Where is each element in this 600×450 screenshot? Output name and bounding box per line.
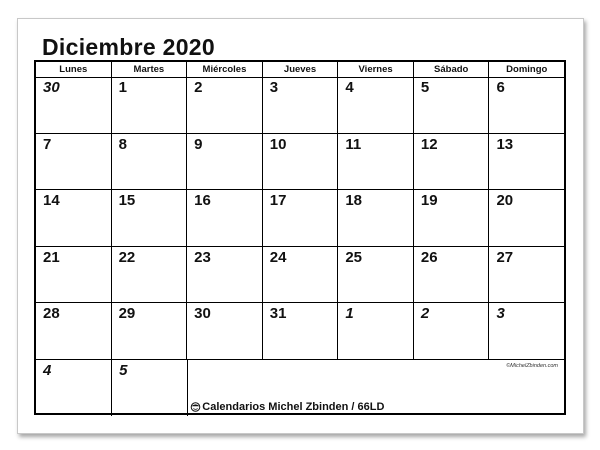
day-number: 12 (420, 135, 438, 153)
day-number: 18 (345, 192, 362, 209)
day-cell (414, 247, 490, 303)
day-number: 2 (420, 305, 430, 322)
day-cell (338, 247, 414, 303)
day-number: 29 (118, 305, 136, 322)
day-cell (489, 190, 564, 246)
week-row (36, 360, 564, 417)
day-number: 3 (496, 305, 505, 322)
weekday-label: Martes (112, 62, 188, 77)
day-cell (112, 360, 188, 417)
day-number: 24 (269, 248, 287, 266)
copyright-text: ©MichelZbinden.com (506, 362, 558, 369)
day-number: 1 (118, 79, 127, 96)
day-cell (338, 190, 414, 246)
day-number: 30 (194, 305, 211, 322)
day-cell (36, 247, 112, 303)
day-cell (36, 360, 112, 417)
day-number: 26 (420, 248, 438, 266)
day-number: 22 (118, 248, 136, 266)
day-number: 31 (269, 305, 287, 322)
face-icon (190, 402, 201, 412)
week-row (36, 134, 564, 191)
day-cell (112, 303, 188, 359)
week-row (36, 190, 564, 247)
day-cell (489, 303, 564, 359)
day-cell (338, 134, 414, 190)
day-cell (263, 247, 339, 303)
day-cell (414, 303, 490, 359)
day-cell (112, 190, 188, 246)
day-cell (263, 134, 339, 190)
day-number: 16 (194, 192, 211, 209)
weekday-label: Miércoles (187, 62, 263, 77)
weekday-label: Sábado (414, 62, 490, 77)
day-number: 1 (345, 305, 354, 322)
week-row (36, 77, 564, 134)
day-number: 6 (496, 79, 505, 96)
weekday-label: Domingo (506, 64, 548, 75)
day-cell (414, 190, 490, 246)
day-number: 23 (194, 248, 211, 266)
week-row (36, 303, 564, 360)
day-number: 11 (345, 135, 362, 153)
day-number: 7 (43, 135, 52, 153)
day-number: 25 (345, 248, 362, 266)
weekday-label: Lunes (36, 62, 112, 77)
day-cell (112, 77, 188, 133)
day-number: 4 (43, 361, 52, 379)
calendar-title: Diciembre 2020 (42, 34, 215, 60)
day-cell (489, 134, 564, 190)
day-cell (489, 247, 564, 303)
footer-area (188, 360, 564, 417)
day-number: 30 (43, 79, 60, 96)
day-cell (36, 77, 112, 133)
day-cell (489, 77, 564, 133)
day-cell (338, 77, 414, 133)
day-number: 13 (496, 135, 514, 153)
day-cell (263, 303, 339, 359)
day-number: 19 (420, 192, 438, 209)
day-cell (112, 247, 188, 303)
footer-credit (190, 401, 384, 413)
day-cell (263, 77, 339, 133)
day-number: 27 (496, 248, 514, 266)
day-cell (187, 303, 263, 359)
week-row (36, 247, 564, 304)
day-number: 14 (43, 192, 60, 209)
day-number: 21 (43, 248, 60, 266)
day-cell (36, 134, 112, 190)
day-number: 8 (118, 135, 127, 153)
day-cell (187, 190, 263, 246)
footer-text: Calendarios Michel Zbinden / 66LD (202, 401, 385, 413)
day-number: 3 (269, 79, 279, 96)
day-number: 10 (269, 135, 287, 153)
day-cell (263, 190, 339, 246)
day-cell (414, 77, 490, 133)
calendar-page (17, 18, 584, 434)
day-cell (338, 303, 414, 359)
weeks (36, 77, 564, 413)
weekday-label: Jueves (263, 62, 339, 77)
day-cell (187, 77, 263, 133)
calendar-grid (34, 60, 566, 415)
day-number: 5 (420, 79, 430, 96)
day-number: 20 (496, 192, 514, 209)
day-cell (187, 247, 263, 303)
day-number: 17 (269, 192, 287, 209)
day-number: 2 (194, 79, 203, 96)
day-cell (112, 134, 188, 190)
day-number: 4 (345, 79, 354, 96)
day-number: 28 (43, 305, 60, 322)
day-cell (187, 134, 263, 190)
day-cell (414, 134, 490, 190)
weekday-header (36, 62, 564, 78)
day-number: 5 (119, 361, 128, 379)
weekday-label: Viernes (338, 62, 414, 77)
day-cell (36, 190, 112, 246)
day-number: 15 (118, 192, 136, 209)
day-number: 9 (194, 135, 203, 153)
day-cell (36, 303, 112, 359)
